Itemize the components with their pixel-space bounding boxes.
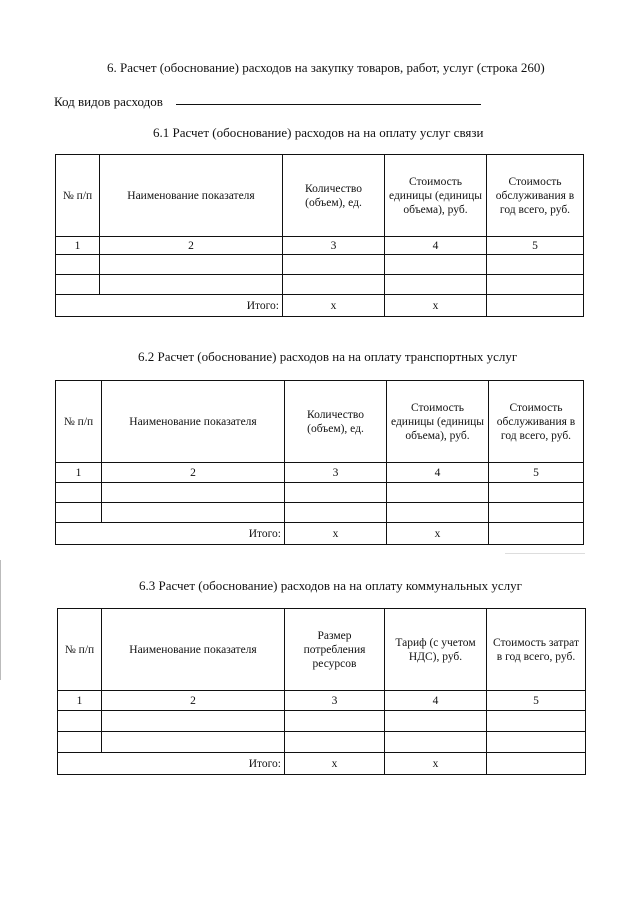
total-cell-unit-cost: x (385, 295, 487, 317)
empty-cell (487, 275, 584, 295)
empty-cell (489, 483, 584, 503)
empty-cell (387, 483, 489, 503)
column-number-cell: 2 (102, 691, 285, 711)
column-number-cell: 5 (487, 691, 586, 711)
total-row (58, 753, 586, 775)
empty-table-row (58, 732, 586, 753)
header-cell-annual-cost: Стоимость затрат в год всего, руб. (487, 609, 586, 691)
section-title: 6. Расчет (обоснование) расходов на закупку товаров, работ, услуг (строка 260) (107, 60, 545, 75)
total-cell-unit-cost: x (387, 523, 489, 545)
total-cell-consumption: x (285, 753, 385, 775)
column-number-cell: 2 (100, 237, 283, 255)
expense-code-field-line (176, 104, 481, 105)
column-number-cell: 5 (487, 237, 584, 255)
column-number-row (58, 691, 586, 711)
column-number-cell: 5 (489, 463, 584, 483)
scan-edge-mark (0, 560, 1, 680)
table-6-2-title: 6.2 Расчет (обоснование) расходов на на оплату транспортных услуг (138, 349, 518, 364)
empty-cell (385, 275, 487, 295)
column-number-cell: 1 (56, 463, 102, 483)
header-cell-quantity: Количество (объем), ед. (285, 381, 387, 463)
empty-cell (283, 275, 385, 295)
empty-cell (56, 503, 102, 523)
empty-cell (283, 255, 385, 275)
total-row (56, 295, 584, 317)
column-number-cell: 1 (56, 237, 100, 255)
empty-cell (385, 711, 487, 732)
column-number-cell: 3 (285, 463, 387, 483)
column-number-cell: 4 (385, 691, 487, 711)
expense-code-label: Код видов расходов (54, 94, 163, 109)
empty-cell (100, 255, 283, 275)
header-cell-name: Наименование показателя (102, 609, 285, 691)
empty-table-row (56, 255, 584, 275)
total-cell-quantity: x (283, 295, 385, 317)
column-number-cell: 3 (283, 237, 385, 255)
header-cell-number: № п/п (56, 155, 100, 237)
table-6-3-title: 6.3 Расчет (обоснование) расходов на на оплату коммунальных услуг (139, 578, 522, 593)
empty-cell (487, 255, 584, 275)
header-cell-unit-cost: Стоимость единицы (единицы объема), руб. (387, 381, 489, 463)
empty-cell (102, 711, 285, 732)
empty-table-row (56, 503, 584, 523)
total-label: Итого: (56, 523, 285, 545)
header-cell-annual-cost: Стоимость обслуживания в год всего, руб. (487, 155, 584, 237)
scan-smudge (505, 553, 585, 554)
header-cell-number: № п/п (58, 609, 102, 691)
column-number-cell: 3 (285, 691, 385, 711)
table-header-row (56, 381, 584, 463)
empty-cell (58, 711, 102, 732)
empty-cell (102, 503, 285, 523)
empty-cell (487, 711, 586, 732)
empty-cell (102, 483, 285, 503)
header-cell-annual-cost: Стоимость обслуживания в год всего, руб. (489, 381, 584, 463)
total-cell-quantity: x (285, 523, 387, 545)
empty-cell (387, 503, 489, 523)
empty-cell (489, 503, 584, 523)
total-row (56, 523, 584, 545)
empty-table-row (56, 275, 584, 295)
empty-cell (285, 711, 385, 732)
total-cell-annual-cost (487, 753, 586, 775)
header-cell-unit-cost: Стоимость единицы (единицы объема), руб. (385, 155, 487, 237)
empty-table-row (58, 711, 586, 732)
empty-cell (102, 732, 285, 753)
header-cell-consumption: Размер потребления ресурсов (285, 609, 385, 691)
column-number-row (56, 237, 584, 255)
empty-cell (285, 732, 385, 753)
total-label: Итого: (58, 753, 285, 775)
empty-cell (58, 732, 102, 753)
column-number-cell: 1 (58, 691, 102, 711)
header-cell-quantity: Количество (объем), ед. (283, 155, 385, 237)
table-6-3 (57, 608, 586, 775)
total-label: Итого: (56, 295, 283, 317)
total-cell-annual-cost (487, 295, 584, 317)
column-number-row (56, 463, 584, 483)
column-number-cell: 2 (102, 463, 285, 483)
table-6-2 (55, 380, 584, 545)
empty-cell (285, 503, 387, 523)
empty-cell (487, 732, 586, 753)
empty-table-row (56, 483, 584, 503)
table-header-row (56, 155, 584, 237)
column-number-cell: 4 (387, 463, 489, 483)
empty-cell (385, 732, 487, 753)
total-cell-annual-cost (489, 523, 584, 545)
column-number-cell: 4 (385, 237, 487, 255)
table-6-1 (55, 154, 584, 317)
empty-cell (56, 255, 100, 275)
header-cell-number: № п/п (56, 381, 102, 463)
header-cell-name: Наименование показателя (100, 155, 283, 237)
header-cell-tariff: Тариф (с учетом НДС), руб. (385, 609, 487, 691)
table-6-1-title: 6.1 Расчет (обоснование) расходов на на оплату услуг связи (153, 125, 484, 140)
empty-cell (56, 483, 102, 503)
empty-cell (285, 483, 387, 503)
total-cell-tariff: x (385, 753, 487, 775)
table-header-row (58, 609, 586, 691)
empty-cell (385, 255, 487, 275)
header-cell-name: Наименование показателя (102, 381, 285, 463)
empty-cell (56, 275, 100, 295)
empty-cell (100, 275, 283, 295)
